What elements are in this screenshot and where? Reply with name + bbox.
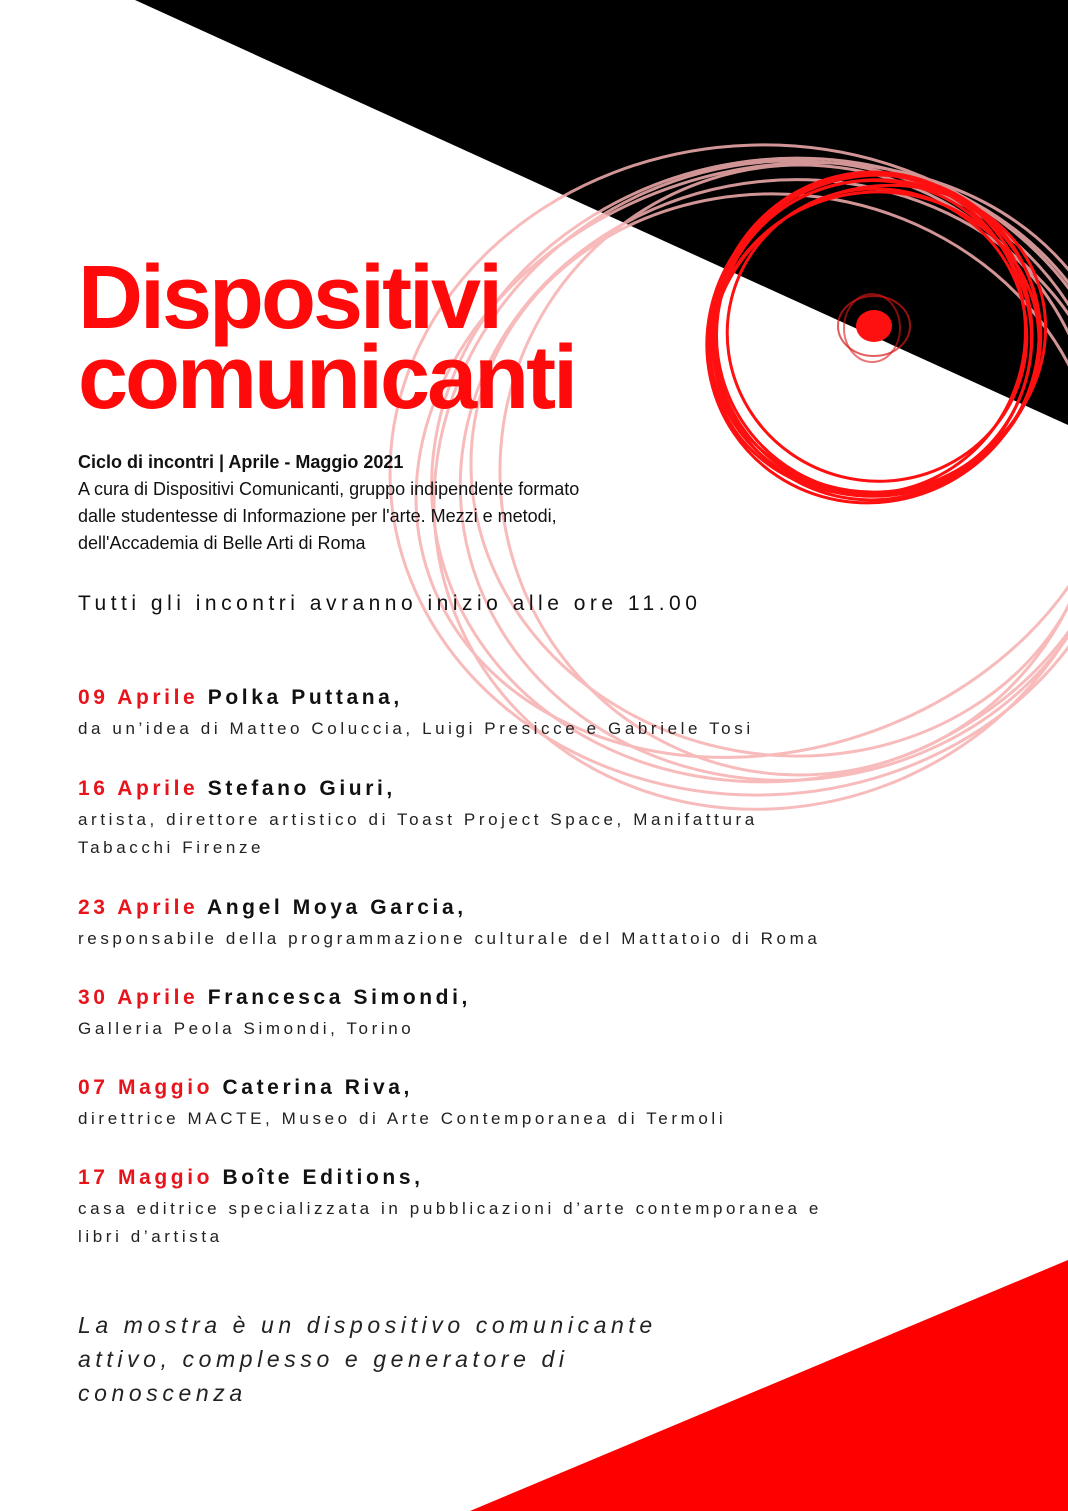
poster-title: [78, 248, 576, 428]
event-date: 07 Maggio: [78, 1076, 214, 1099]
event-guest: Caterina Riva,: [222, 1076, 413, 1099]
event-date: 09 Aprile: [78, 686, 199, 709]
intro-line: dell'Accademia di Belle Arti di Roma: [78, 533, 366, 553]
event-item: [78, 893, 1038, 953]
event-description-line: direttrice MACTE, Museo di Arte Contemporanea di Termoli: [78, 1109, 727, 1128]
event-guest: Boîte Editions,: [222, 1166, 424, 1189]
quote-line: La mostra è un dispositivo comunicante: [78, 1312, 657, 1338]
event-description: [78, 806, 1038, 862]
event-description: [78, 1195, 1038, 1251]
title-line-1: Dispositivi: [78, 248, 501, 348]
event-description-line: responsabile della programmazione culturale del Mattatoio di Roma: [78, 929, 821, 948]
event-heading: [78, 1163, 1038, 1193]
event-item: [78, 1073, 1038, 1133]
event-heading: [78, 683, 1038, 713]
intro-line: Ciclo di incontri | Aprile - Maggio 2021: [78, 452, 404, 472]
event-heading: [78, 774, 1038, 804]
closing-quote: [78, 1308, 657, 1410]
quote-line: attivo, complesso e generatore di: [78, 1346, 569, 1372]
event-date: 17 Maggio: [78, 1166, 214, 1189]
event-guest: Stefano Giuri,: [207, 777, 396, 800]
event-description-line: Galleria Peola Simondi, Torino: [78, 1019, 415, 1038]
event-item: [78, 774, 1038, 862]
event-item: [78, 683, 1038, 743]
event-description: [78, 1015, 1038, 1043]
title-line-2: comunicanti: [78, 328, 576, 428]
event-description-line: Tabacchi Firenze: [78, 838, 265, 857]
event-description-line: casa editrice specializzata in pubblicazioni d’arte contemporanea e: [78, 1199, 822, 1218]
event-description: [78, 715, 1038, 743]
event-heading: [78, 983, 1038, 1013]
event-description-line: artista, direttore artistico di Toast Project Space, Manifattura: [78, 810, 758, 829]
start-time-note: Tutti gli incontri avranno inizio alle ore 11.00: [78, 592, 702, 615]
event-item: [78, 983, 1038, 1043]
event-description: [78, 925, 1038, 953]
intro-block: [78, 449, 738, 557]
quote-line: conoscenza: [78, 1380, 247, 1406]
intro-line: A cura di Dispositivi Comunicanti, gruppo indipendente formato: [78, 479, 580, 499]
event-guest: Polka Puttana,: [207, 686, 403, 709]
event-guest: Francesca Simondi,: [207, 986, 471, 1009]
event-date: 30 Aprile: [78, 986, 199, 1009]
event-heading: [78, 1073, 1038, 1103]
event-date: 16 Aprile: [78, 777, 199, 800]
event-item: [78, 1163, 1038, 1251]
event-description-line: libri d’artista: [78, 1227, 223, 1246]
event-heading: [78, 893, 1038, 923]
event-description: [78, 1105, 1038, 1133]
event-guest: Angel Moya Garcia,: [206, 896, 467, 919]
intro-line: dalle studentesse di Informazione per l'arte. Mezzi e metodi,: [78, 506, 557, 526]
event-description-line: da un’idea di Matteo Coluccia, Luigi Presicce e Gabriele Tosi: [78, 719, 754, 738]
event-date: 23 Aprile: [78, 896, 199, 919]
